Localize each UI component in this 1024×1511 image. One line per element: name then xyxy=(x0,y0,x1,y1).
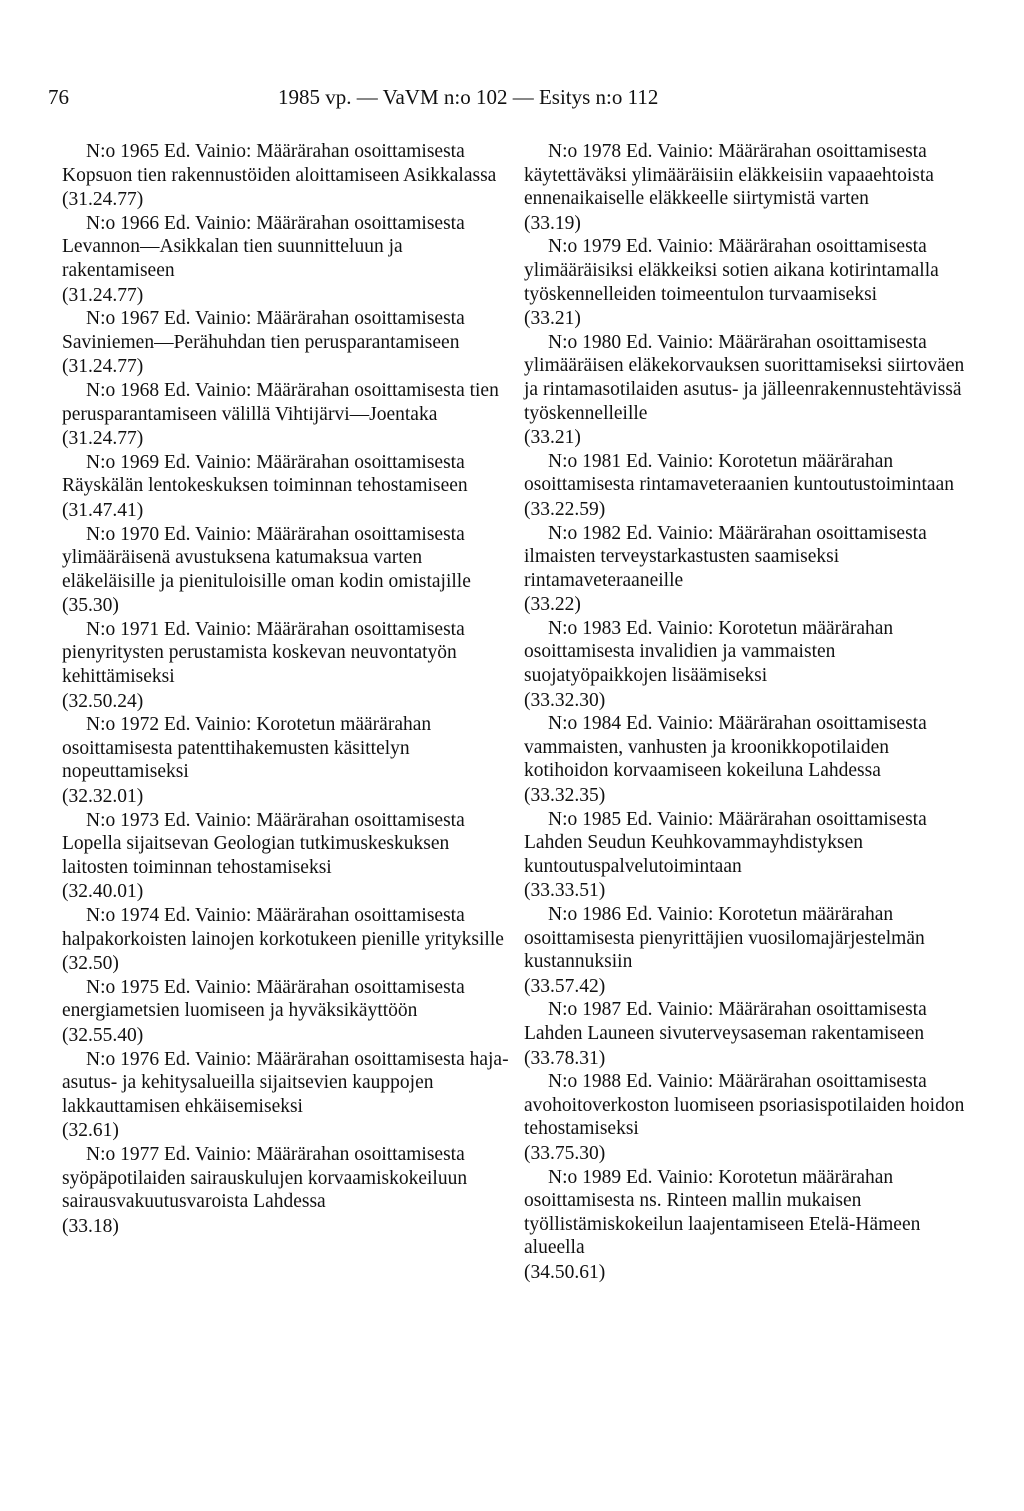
budget-reference: (32.50.24) xyxy=(62,690,144,712)
motion-text: N:o 1976 Ed. Vainio: Määrärahan osoittamisesta haja-asutus- ja kehitysalueilla sijaitsevien kauppojen lakkauttamisen ehkäisemiseksi xyxy=(62,1048,509,1117)
motion-text: N:o 1984 Ed. Vainio: Määrärahan osoittamisesta vammaisten, vanhusten ja kroonikkopotilaiden kotihoidon korvaamiseen kokeiluna Lahdessa xyxy=(524,713,927,782)
budget-reference: (32.32.01) xyxy=(62,786,144,808)
motion-entry xyxy=(62,379,512,451)
motion-text: N:o 1977 Ed. Vainio: Määrärahan osoittamisesta syöpäpotilaiden sairauskulujen korvaamiskokeiluun sairausvakuutusvaroista Lahdessa xyxy=(62,1143,468,1213)
budget-reference: (31.24.77) xyxy=(62,356,144,378)
motion-text: N:o 1983 Ed. Vainio: Korotetun määrärahan osoittamisesta invalidien ja vammaisten suojatyöpaikkojen lisäämiseksi xyxy=(524,617,894,687)
motion-text: N:o 1978 Ed. Vainio: Määrärahan osoittamisesta käytettäväksi ylimääräisiin eläkkeisiin vapaaehtoista ennenaikaiselle eläkkeelle siirtymistä varten xyxy=(524,141,934,210)
motion-entry xyxy=(62,976,512,1048)
motion-text: N:o 1981 Ed. Vainio: Korotetun määrärahan osoittamisesta rintamaveteraanien kuntoutustoimintaan xyxy=(524,450,954,496)
budget-reference: (32.55.40) xyxy=(62,1024,144,1046)
budget-reference: (33.19) xyxy=(524,212,581,234)
motion-text: N:o 1974 Ed. Vainio: Määrärahan osoittamisesta halpakorkoisten lainojen korkotukeen pienille yrityksille xyxy=(62,905,504,950)
motion-entry xyxy=(524,1166,974,1285)
motion-text: N:o 1982 Ed. Vainio: Määrärahan osoittamisesta ilmaisten terveystarkastusten saamiseksi rintamaveteraaneille xyxy=(524,522,927,591)
budget-reference: (33.21) xyxy=(524,308,581,330)
budget-reference: (33.32.35) xyxy=(524,785,606,807)
motion-text: N:o 1987 Ed. Vainio: Määrärahan osoittamisesta Lahden Launeen sivuterveysaseman rakentamiseen xyxy=(524,999,927,1044)
motion-entry xyxy=(62,1143,512,1238)
right-column xyxy=(524,140,974,1285)
motion-entry xyxy=(62,212,512,307)
budget-reference: (33.75.30) xyxy=(524,1142,606,1164)
left-column xyxy=(62,140,512,1238)
motion-entry xyxy=(62,140,512,212)
motion-entry xyxy=(62,618,512,713)
budget-reference: (33.21) xyxy=(524,427,581,449)
motion-entry xyxy=(524,998,974,1070)
motion-text: N:o 1969 Ed. Vainio: Määrärahan osoittamisesta Räyskälän lentokeskuksen toiminnan tehostamiseen xyxy=(62,451,468,497)
motion-text: N:o 1985 Ed. Vainio: Määrärahan osoittamisesta Lahden Seudun Keuhkovammayhdistyksen kuntoutuspalvelutoimintaan xyxy=(524,808,927,877)
budget-reference: (33.22.59) xyxy=(524,498,606,520)
budget-reference: (33.32.30) xyxy=(524,689,606,711)
motion-entry xyxy=(524,235,974,330)
motion-entry xyxy=(62,307,512,379)
budget-reference: (33.57.42) xyxy=(524,975,606,997)
budget-reference: (32.61) xyxy=(62,1120,119,1142)
budget-reference: (33.22) xyxy=(524,594,581,616)
motion-entry xyxy=(62,904,512,976)
budget-reference: (33.33.51) xyxy=(524,880,606,902)
motion-text: N:o 1989 Ed. Vainio: Korotetun määrärahan osoittamisesta ns. Rinteen mallin mukaisen työllistämiskokeilun laajentamiseen Etelä-Hämeen alueella xyxy=(524,1166,921,1259)
budget-reference: (31.24.77) xyxy=(62,284,144,306)
motion-text: N:o 1966 Ed. Vainio: Määrärahan osoittamisesta Levannon—Asikkalan tien suunnitteluun ja rakentamiseen xyxy=(62,212,465,281)
motion-text: N:o 1973 Ed. Vainio: Määrärahan osoittamisesta Lopella sijaitsevan Geologian tutkimuskeskuksen laitosten toiminnan tehostamiseksi xyxy=(62,809,465,878)
budget-reference: (32.50) xyxy=(62,953,119,975)
motion-text: N:o 1979 Ed. Vainio: Määrärahan osoittamisesta ylimääräisiksi eläkkeiksi sotien aikana kotirintamalla työskennelleiden toimeentulon turvaamiseksi xyxy=(524,236,939,305)
motion-entry xyxy=(62,1048,512,1143)
motion-entry xyxy=(524,712,974,807)
motion-text: N:o 1965 Ed. Vainio: Määrärahan osoittamisesta Kopsuon tien rakennustöiden aloittamiseen Asikkalassa xyxy=(62,141,497,186)
motion-entry xyxy=(524,522,974,617)
page-number: 76 xyxy=(48,85,69,109)
motion-text: N:o 1972 Ed. Vainio: Korotetun määrärahan osoittamisesta patenttihakemusten käsittelyn nopeuttamiseksi xyxy=(62,714,432,783)
motion-text: N:o 1986 Ed. Vainio: Korotetun määrärahan osoittamisesta pienyrittäjien vuosilomajärjestelmän kustannuksiin xyxy=(524,904,925,973)
budget-reference: (31.24.77) xyxy=(62,189,144,211)
budget-reference: (34.50.61) xyxy=(524,1261,606,1283)
budget-reference: (35.30) xyxy=(62,595,119,617)
running-head: 1985 vp. — VaVM n:o 102 — Esitys n:o 112 xyxy=(278,85,659,109)
motion-entry xyxy=(524,1070,974,1165)
motion-entry xyxy=(62,451,512,523)
motion-entry xyxy=(62,809,512,904)
motion-text: N:o 1970 Ed. Vainio: Määrärahan osoittamisesta ylimääräisenä avustuksena katumaksua varten eläkeläisille ja pienituloisille oman kodin omistajille xyxy=(62,523,471,592)
page-header xyxy=(0,80,1024,114)
motion-entry xyxy=(62,523,512,618)
motion-entry xyxy=(524,617,974,712)
motion-text: N:o 1980 Ed. Vainio: Määrärahan osoittamisesta ylimääräisen eläkekorvauksen suorittamiseksi siirtoväen ja rintamasotilaiden asutus- ja jälleenrakennustehtävissä työskennelleille xyxy=(524,331,965,424)
motion-text: N:o 1968 Ed. Vainio: Määrärahan osoittamisesta tien perusparantamiseen välillä Vihtijärvi—Joentaka xyxy=(62,379,499,425)
motion-entry xyxy=(524,808,974,903)
budget-reference: (31.47.41) xyxy=(62,499,144,521)
budget-reference: (32.40.01) xyxy=(62,881,144,903)
motion-entry xyxy=(524,903,974,998)
budget-reference: (33.78.31) xyxy=(524,1047,606,1069)
budget-reference: (33.18) xyxy=(62,1215,119,1237)
motion-entry xyxy=(524,140,974,235)
motion-entry xyxy=(524,450,974,522)
motion-text: N:o 1971 Ed. Vainio: Määrärahan osoittamisesta pienyritysten perustamista koskevan neuvontatyön kehittämiseksi xyxy=(62,618,465,688)
motion-entry xyxy=(524,331,974,450)
budget-reference: (31.24.77) xyxy=(62,428,144,450)
motion-text: N:o 1975 Ed. Vainio: Määrärahan osoittamisesta energiametsien luomiseen ja hyväksikäyttöön xyxy=(62,976,465,1022)
motion-text: N:o 1988 Ed. Vainio: Määrärahan osoittamisesta avohoitoverkoston luomiseen psoriasispotilaiden hoidon tehostamiseksi xyxy=(524,1071,965,1140)
motion-entry xyxy=(62,713,512,808)
motion-text: N:o 1967 Ed. Vainio: Määrärahan osoittamisesta Saviniemen—Perähuhdan tien perusparantamiseen xyxy=(62,308,465,353)
